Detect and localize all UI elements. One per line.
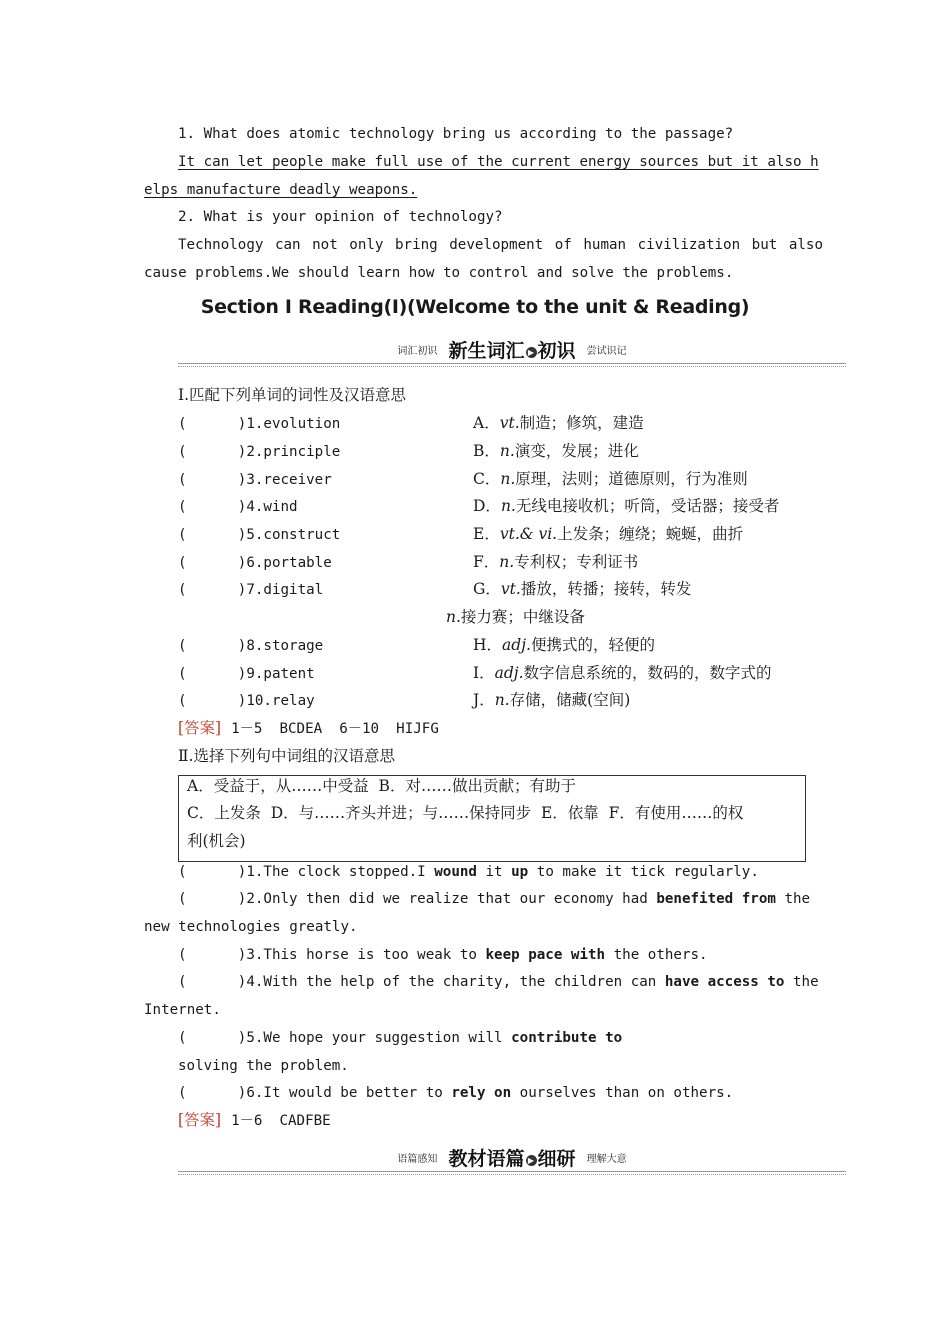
sentence-text: ( )6.It would be better to	[178, 1085, 452, 1101]
meaning-letter: F．	[473, 553, 500, 571]
sentence-4	[178, 972, 819, 992]
meaning-item	[473, 496, 779, 516]
meaning-text: 演变，发展；进化	[514, 442, 639, 460]
meaning-item	[473, 469, 748, 489]
phrase-bold: up	[511, 864, 529, 880]
word-item: ( )9.patent	[178, 666, 315, 682]
meaning-pos: vt.	[500, 580, 521, 598]
meaning-item	[473, 579, 691, 599]
sentence-2-cont: new technologies greatly.	[144, 919, 358, 935]
meaning-text: 存储，储藏(空间)	[509, 691, 631, 709]
sentence-1	[178, 862, 759, 882]
meaning-pos: n.	[500, 470, 516, 488]
sentence-text: it	[476, 864, 512, 880]
banner-title-b: 细研	[537, 1148, 576, 1170]
meaning-letter: B．	[473, 442, 500, 460]
sentence-3	[178, 945, 708, 965]
word-item: ( )8.storage	[178, 638, 324, 654]
meaning-text: 原理，法则；道德原则，行为准则	[515, 470, 748, 488]
meaning-text: 便携式的，轻便的	[530, 636, 655, 654]
part1-heading: Ⅰ.匹配下列单词的词性及汉语意思	[178, 386, 407, 404]
phrase-bold: rely on	[451, 1085, 512, 1101]
meaning-pos: adj.	[494, 664, 524, 682]
answer-1-line1: It can let people make full use of the current energy sources but it also h	[178, 154, 819, 170]
sentence-6	[178, 1083, 733, 1103]
meaning-letter: J．	[473, 691, 495, 709]
meaning-pos: n.	[500, 497, 516, 515]
phrase-bold: contribute to	[511, 1030, 623, 1046]
meaning-letter: D．	[473, 497, 501, 515]
banner-title-b: 初识	[537, 340, 576, 362]
answer-label: [答案]	[178, 1111, 222, 1129]
word-item: ( )10.relay	[178, 693, 315, 709]
vocab-banner	[178, 336, 846, 368]
meaning-letter: A．	[473, 414, 500, 432]
answer-1-line2: elps manufacture deadly weapons.	[144, 182, 418, 198]
question-2: 2. What is your opinion of technology?	[178, 209, 503, 225]
meaning-item	[473, 524, 743, 544]
word-item: ( )7.digital	[178, 582, 324, 598]
banner-title-a: 教材语篇	[448, 1148, 525, 1170]
meaning-letter: H．	[473, 636, 503, 654]
sentence-5	[178, 1028, 622, 1048]
sentence-text: ( )1.The clock stopped.I	[178, 864, 435, 880]
text-banner	[178, 1144, 846, 1176]
meaning-text: 无线电接收机；听筒，受话器；接受者	[515, 497, 780, 515]
meaning-pos: adj.	[502, 636, 531, 654]
meaning-pos: vt.	[499, 414, 520, 432]
options-line: 利(机会)	[187, 832, 246, 850]
part2-answer	[178, 1110, 331, 1131]
sentence-text: ( )5.We hope your suggestion will	[178, 1030, 512, 1046]
sentence-5-cont: solving the problem.	[178, 1058, 349, 1074]
part2-heading: Ⅱ.选择下列句中词组的汉语意思	[178, 747, 395, 765]
meaning-item	[446, 607, 585, 627]
answer-text: 1－5 BCDEA 6－10 HIJFG	[231, 721, 439, 737]
answer-2-line2: cause problems.We should learn how to control and solve the problems.	[144, 265, 734, 281]
meaning-text: 数字信息系统的，数码的，数字式的	[523, 664, 772, 682]
phrase-bold: keep pace with	[485, 947, 606, 963]
meaning-text: 上发条；缠绕；蜿蜒，曲折	[557, 525, 744, 543]
sentence-2	[178, 889, 810, 909]
word-item: ( )4.wind	[178, 499, 298, 515]
banner-left-label: 词汇初识	[397, 346, 438, 357]
answer-label: [答案]	[178, 719, 222, 737]
banner-left-label: 语篇感知	[397, 1154, 438, 1165]
meaning-pos: n.	[499, 442, 515, 460]
meaning-item	[473, 552, 638, 572]
meaning-letter: I．	[473, 664, 495, 682]
meaning-text: 接力赛；中继设备	[460, 608, 585, 626]
sentence-text: the	[775, 891, 811, 907]
sentence-text: the others.	[605, 947, 708, 963]
phrase-bold: have access to	[664, 974, 785, 990]
meaning-letter: E．	[473, 525, 500, 543]
meaning-text: 播放，转播；接转，转发	[520, 580, 692, 598]
phrase-bold: benefited from	[656, 891, 776, 907]
banner-title	[448, 340, 575, 362]
meaning-item	[473, 690, 630, 710]
meaning-item	[473, 635, 655, 655]
answer-2-line1: Technology can not only bring development of human civilization but also	[178, 237, 823, 253]
meaning-item	[473, 413, 644, 433]
banner-right-label: 理解大意	[586, 1154, 627, 1165]
banner-title	[448, 1148, 575, 1170]
word-item: ( )1.evolution	[178, 416, 341, 432]
options-line: A．受益于，从……中受益 B．对……做出贡献；有助于	[187, 777, 576, 795]
word-item: ( )2.principle	[178, 444, 341, 460]
meaning-item	[473, 441, 639, 461]
meaning-letter: G．	[473, 580, 501, 598]
section-title: Section Ⅰ Reading(Ⅰ)(Welcome to the unit & Reading)	[200, 296, 750, 318]
meaning-item	[473, 663, 772, 683]
sentence-4-cont: Internet.	[144, 1002, 221, 1018]
meaning-letter: C．	[473, 470, 501, 488]
banner-right-label: 尝试识记	[586, 346, 627, 357]
part1-answer	[178, 718, 439, 739]
word-item: ( )3.receiver	[178, 472, 332, 488]
phrase-bold: wound	[434, 864, 477, 880]
sentence-text: ( )3.This horse is too weak to	[178, 947, 486, 963]
meaning-pos: n.	[499, 553, 515, 571]
banner-title-a: 新生词汇	[448, 340, 525, 362]
word-item: ( )6.portable	[178, 555, 332, 571]
word-item: ( )5.construct	[178, 527, 341, 543]
sentence-text: to make it tick regularly.	[528, 864, 759, 880]
arrow-icon: ▶	[526, 1155, 537, 1166]
sentence-text: ourselves than on others.	[511, 1085, 734, 1101]
options-box	[178, 775, 806, 862]
meaning-text: 制造；修筑，建造	[519, 414, 644, 432]
arrow-icon: ▶	[526, 347, 537, 358]
sentence-text: the	[784, 974, 819, 990]
meaning-text: 专利权；专利证书	[514, 553, 639, 571]
meaning-pos: n.	[494, 691, 510, 709]
answer-text: 1－6 CADFBE	[231, 1113, 331, 1129]
meaning-pos: n.	[446, 608, 461, 626]
meaning-pos: vt.& vi.	[499, 525, 558, 543]
sentence-text: ( )4.With the help of the charity, the children can	[178, 974, 665, 990]
sentence-text: ( )2.Only then did we realize that our economy had	[178, 891, 657, 907]
question-1: 1. What does atomic technology bring us according to the passage?	[178, 126, 734, 142]
options-line: C．上发条 D．与……齐头并进；与……保持同步 E．依靠 F．有使用……的权	[187, 804, 744, 822]
